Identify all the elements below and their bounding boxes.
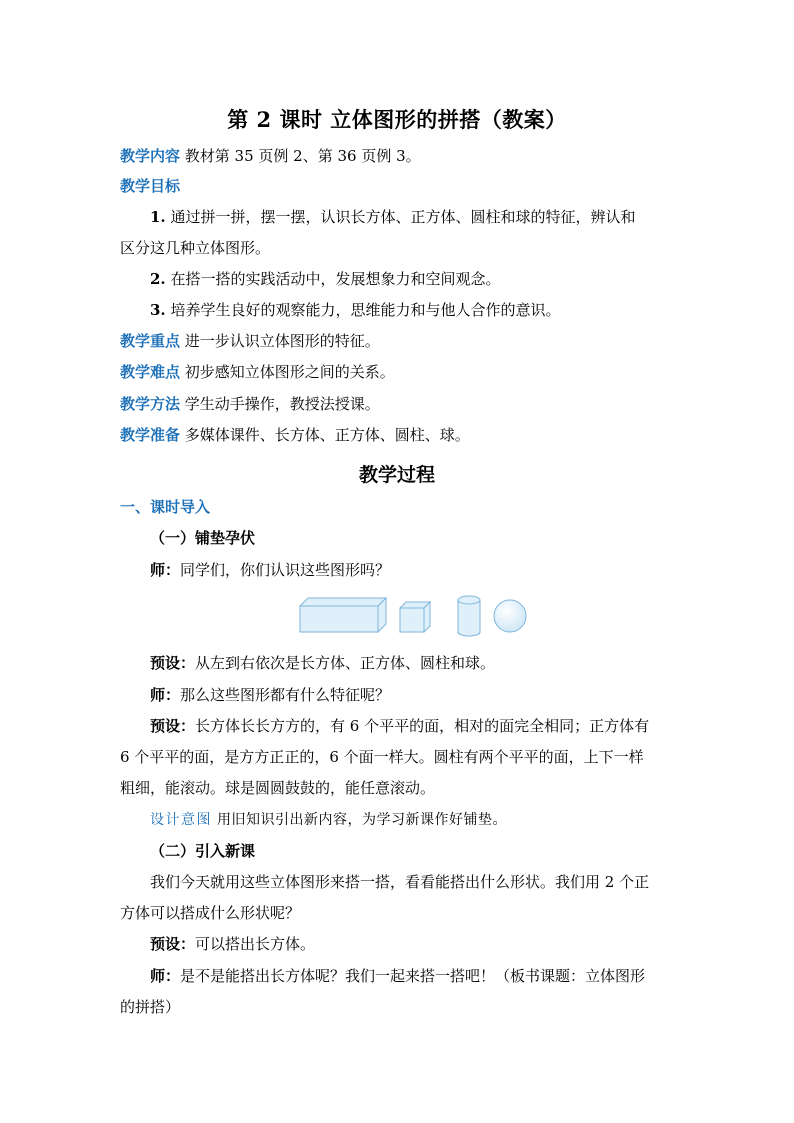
teacher-line-3-continued: 的拼搭） [120, 998, 181, 1016]
preset-text: 长方体长长方方的，有 6 个平平的面，相对的面完全相同；正方体有 [195, 717, 650, 735]
speaker-teacher: 师： [150, 967, 181, 985]
cube-shape [400, 602, 430, 632]
preset-line-3 [150, 934, 680, 954]
teaching-content-row [120, 146, 680, 166]
goal-item-3 [150, 300, 680, 320]
method-label: 教学方法 [120, 395, 181, 413]
teacher-text: 同学们，你们认识这些图形吗？ [180, 561, 391, 579]
teaching-content-text: 教材第 35 页例 2、第 36 页例 3。 [180, 147, 421, 165]
difficulty-text: 初步感知立体图形之间的关系。 [180, 363, 395, 381]
difficulty-label: 教学难点 [120, 363, 181, 381]
subsection-heading-2: （二）引入新课 [150, 842, 256, 860]
speaker-preset: 预设： [150, 717, 196, 735]
speaker-teacher: 师： [150, 686, 181, 704]
teacher-text: 是不是能搭出长方体呢？我们一起来搭一搭吧！（板书课题：立体图形 [180, 967, 646, 985]
solid-shapes-illustration [296, 594, 536, 642]
teaching-goals-label: 教学目标 [120, 177, 181, 195]
preset-line-2-continued-2: 粗细，能滚动。球是圆圆鼓鼓的，能任意滚动。 [120, 779, 436, 797]
key-point-label: 教学重点 [120, 332, 181, 350]
goal-item-1-continued: 区分这几种立体图形。 [120, 239, 271, 257]
speaker-teacher: 师： [150, 561, 181, 579]
difficulty-row [120, 362, 680, 382]
teaching-goals-row [120, 176, 680, 196]
page-title: 第 2 课时 立体图形的拼搭（教案） [227, 107, 567, 132]
goal-number: 3. [150, 301, 166, 319]
sphere-shape [494, 600, 526, 632]
teaching-content-label: 教学内容 [120, 147, 181, 165]
preset-line-2-continued-1: 6 个平平的面，是方方正正的，6 个面一样大。圆柱有两个平平的面，上下一样 [120, 748, 644, 766]
key-point-text: 进一步认识立体图形的特征。 [180, 332, 380, 350]
preset-line-1 [150, 653, 680, 673]
preparation-label: 教学准备 [120, 426, 181, 444]
speaker-preset: 预设： [150, 654, 196, 672]
goal-text: 培养学生良好的观察能力，思维能力和与他人合作的意识。 [165, 301, 561, 319]
section-heading-intro: 一、课时导入 [120, 498, 211, 516]
goal-text: 在搭一搭的实践活动中，发展想象力和空间观念。 [165, 270, 501, 288]
process-title: 教学过程 [358, 464, 435, 486]
key-point-row [120, 331, 680, 351]
preset-text: 可以搭出长方体。 [195, 935, 316, 953]
intro-line-1: 我们今天就用这些立体图形来搭一搭，看看能搭出什么形状。我们用 2 个正 [150, 873, 650, 891]
cuboid-shape [300, 598, 386, 632]
teacher-line-3 [150, 966, 680, 986]
speaker-preset: 预设： [150, 935, 196, 953]
goal-item-1 [150, 207, 680, 227]
design-intent-row [150, 810, 680, 830]
goal-text: 通过拼一拼，摆一摆，认识长方体、正方体、圆柱和球的特征，辨认和 [165, 208, 636, 226]
goal-number: 1. [150, 208, 166, 226]
preparation-row [120, 425, 680, 445]
preset-text: 从左到右依次是长方体、正方体、圆柱和球。 [195, 654, 496, 672]
goal-item-2 [150, 269, 680, 289]
teacher-text: 那么这些图形都有什么特征呢？ [180, 686, 391, 704]
subsection-heading-1: （一）铺垫孕伏 [150, 529, 256, 547]
design-intent-label: 设计意图 [150, 812, 212, 828]
design-intent-text: 用旧知识引出新内容，为学习新课作好铺垫。 [212, 812, 507, 828]
teacher-line-2 [150, 685, 680, 705]
method-row [120, 394, 680, 414]
goal-number: 2. [150, 270, 166, 288]
preparation-text: 多媒体课件、长方体、正方体、圆柱、球。 [180, 426, 470, 444]
intro-line-2: 方体可以搭成什么形状呢？ [120, 904, 301, 922]
teacher-line-1 [150, 560, 680, 580]
method-text: 学生动手操作，教授法授课。 [180, 395, 380, 413]
preset-line-2 [150, 716, 680, 736]
cylinder-shape [458, 596, 480, 636]
